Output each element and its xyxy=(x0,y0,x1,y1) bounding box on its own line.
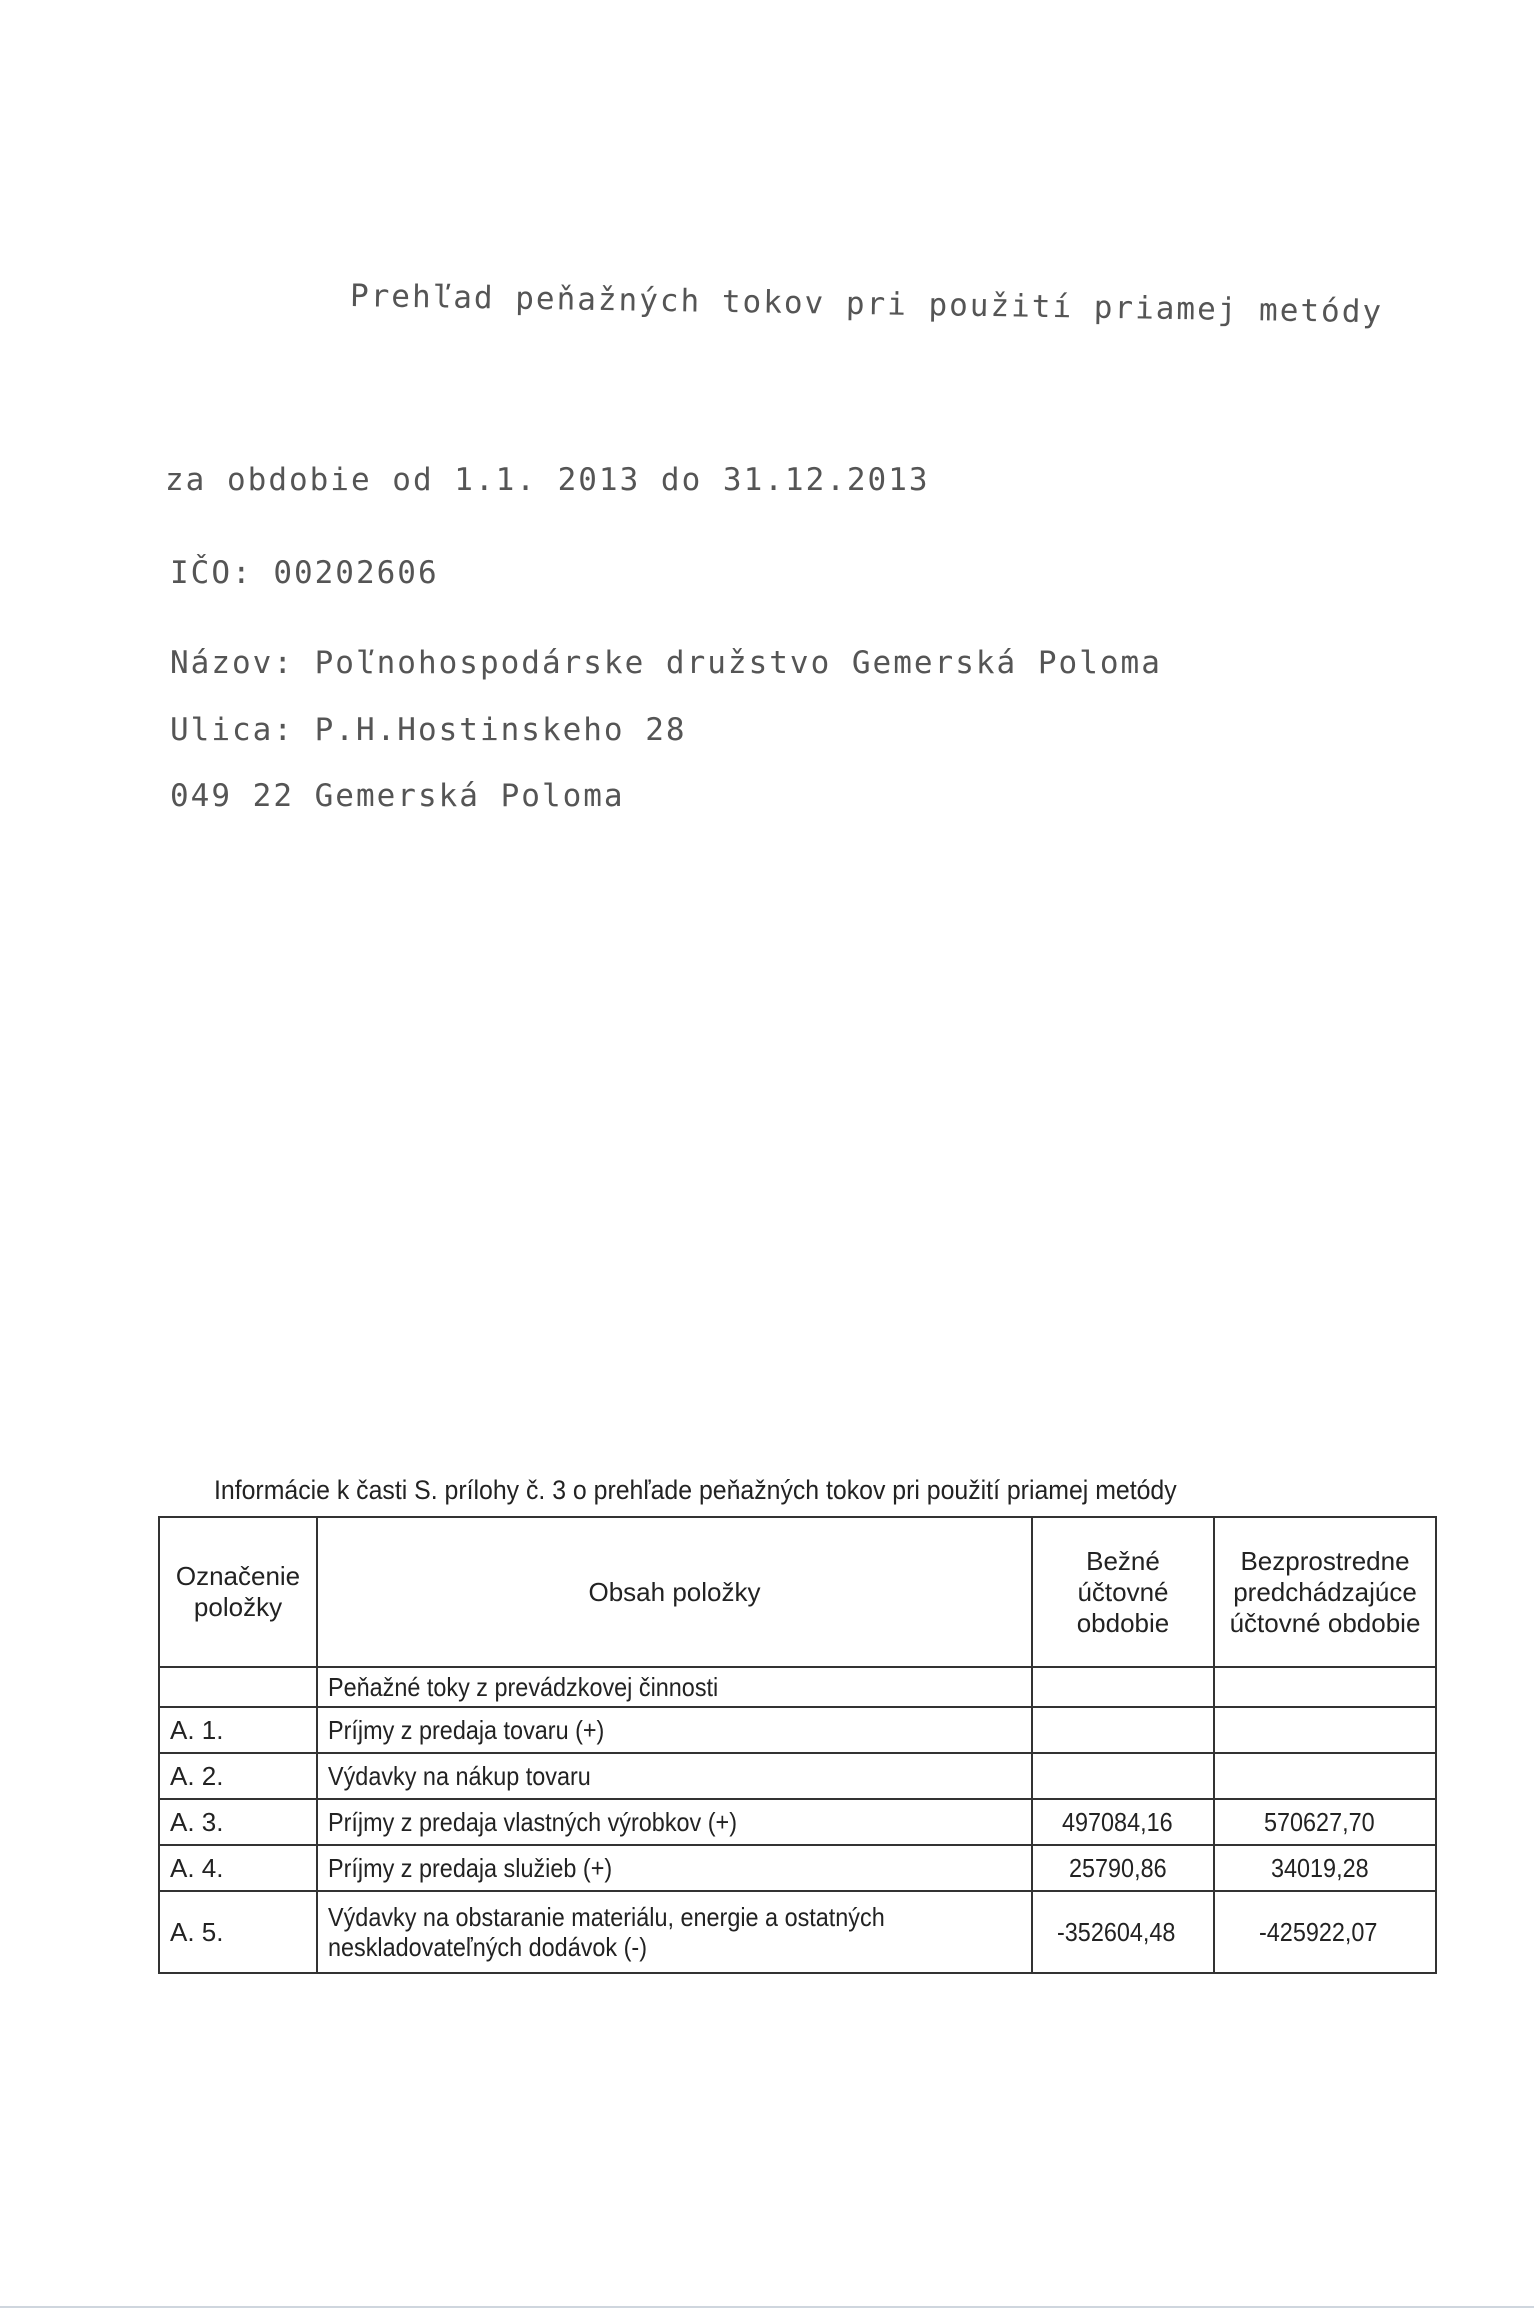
header-current-period: Bežné účtovné obdobie xyxy=(1032,1517,1214,1667)
row-code: A. 5. xyxy=(159,1891,317,1973)
header-code: Označenie položky xyxy=(159,1517,317,1667)
row-code: A. 1. xyxy=(159,1707,317,1753)
row-current-value: 497084,16 xyxy=(1032,1799,1214,1845)
table-row xyxy=(159,1707,1436,1753)
street-line: Ulica: P.H.Hostinskeho 28 xyxy=(170,712,687,748)
row-label: Príjmy z predaja tovaru (+) xyxy=(317,1707,1032,1753)
row-current-value xyxy=(1032,1753,1214,1799)
section-title: Peňažné toky z prevádzkovej činnosti xyxy=(317,1667,1032,1707)
row-code: A. 4. xyxy=(159,1845,317,1891)
cash-flow-table xyxy=(158,1516,1437,1974)
row-previous-value xyxy=(1214,1753,1436,1799)
row-label: Výdavky na nákup tovaru xyxy=(317,1753,1032,1799)
row-code: A. 2. xyxy=(159,1753,317,1799)
row-label: Výdavky na obstaranie materiálu, energie a ostatných neskladovateľných dodávok (-) xyxy=(317,1891,1032,1973)
row-previous-value: -425922,07 xyxy=(1214,1891,1436,1973)
row-previous-value xyxy=(1214,1707,1436,1753)
row-previous-value: 34019,28 xyxy=(1214,1845,1436,1891)
section-previous-cell xyxy=(1214,1667,1436,1707)
row-label: Príjmy z predaja služieb (+) xyxy=(317,1845,1032,1891)
row-current-value: 25790,86 xyxy=(1032,1845,1214,1891)
header-content: Obsah položky xyxy=(317,1517,1032,1667)
company-name-line: Názov: Poľnohospodárske družstvo Gemerská Poloma xyxy=(170,645,1162,681)
header-previous-period: Bezprostredne predchádzajúce účtovné obdobie xyxy=(1214,1517,1436,1667)
city-line: 049 22 Gemerská Poloma xyxy=(170,778,625,814)
table-row xyxy=(159,1799,1436,1845)
section-row xyxy=(159,1667,1436,1707)
row-current-value xyxy=(1032,1707,1214,1753)
table-row xyxy=(159,1753,1436,1799)
row-current-value: -352604,48 xyxy=(1032,1891,1214,1973)
period-line: za obdobie od 1.1. 2013 do 31.12.2013 xyxy=(165,462,930,498)
ico-line: IČO: 00202606 xyxy=(170,555,439,591)
row-previous-value: 570627,70 xyxy=(1214,1799,1436,1845)
section-current-cell xyxy=(1032,1667,1214,1707)
table-row xyxy=(159,1845,1436,1891)
scan-edge-line xyxy=(0,2306,1534,2308)
table-row xyxy=(159,1891,1436,1973)
row-label: Príjmy z predaja vlastných výrobkov (+) xyxy=(317,1799,1032,1845)
row-code: A. 3. xyxy=(159,1799,317,1845)
table-header-row xyxy=(159,1517,1436,1667)
section-code-cell xyxy=(159,1667,317,1707)
table-caption: Informácie k časti S. prílohy č. 3 o prehľade peňažných tokov pri použití priamej metódy xyxy=(214,1475,1177,1505)
document-title: Prehľad peňažných tokov pri použití priamej metódy xyxy=(349,278,1384,331)
